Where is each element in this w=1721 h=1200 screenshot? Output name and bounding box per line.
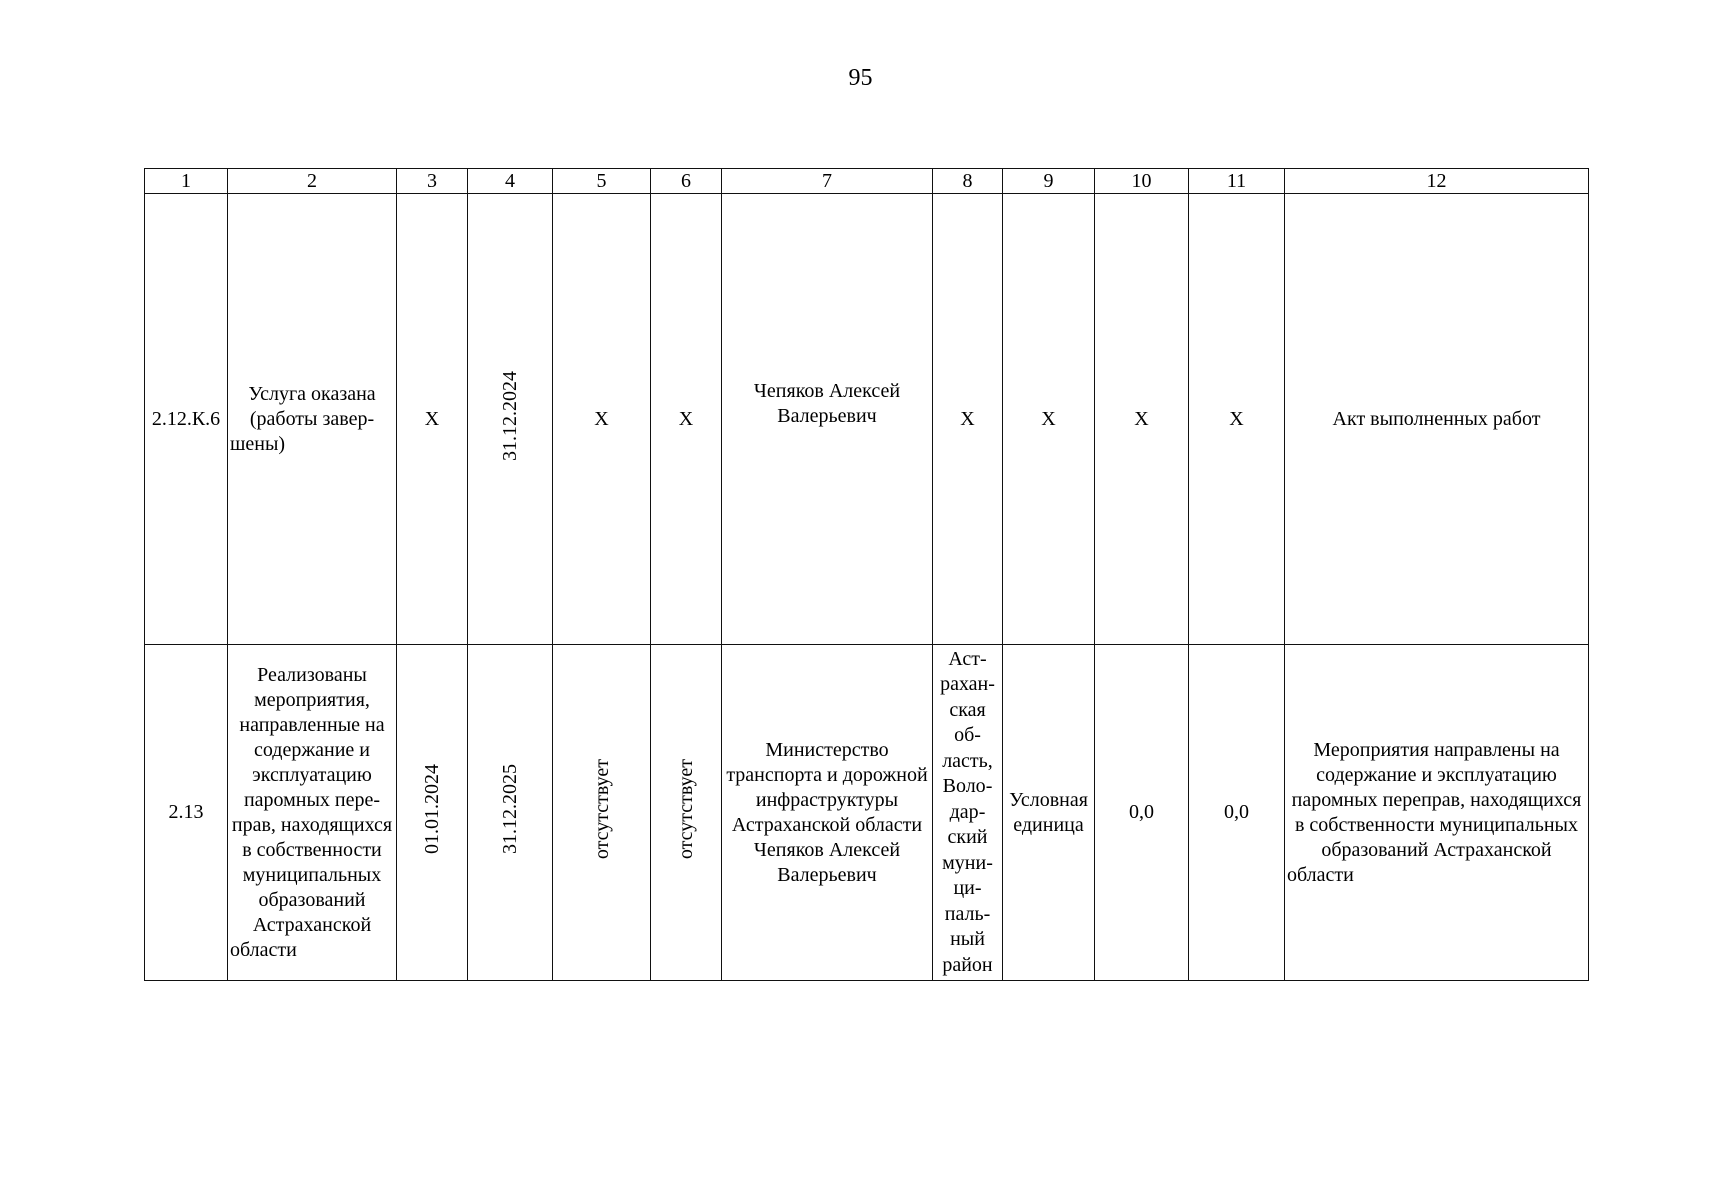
cell-5	[553, 645, 651, 981]
end-date-text: 31.12.2024	[499, 370, 521, 461]
start-date-cell: X	[397, 194, 468, 645]
document-cell: Мероприятия направлены на содержание и эксплуатацию паромных переправ, находящихся в собственности муниципальных образований Астраханской области	[1285, 645, 1589, 981]
start-date-text: 01.01.2024	[421, 764, 443, 854]
header-cell: 6	[651, 169, 722, 194]
table-row	[145, 645, 1589, 981]
table-header-row	[145, 169, 1589, 194]
header-cell: 2	[228, 169, 397, 194]
territory-cell: Астраханская область, Володарский муниципальный район	[933, 645, 1003, 981]
page-number: 95	[848, 65, 873, 91]
data-table	[144, 168, 1589, 981]
result-name-cell: Услуга оказана (работы завершены)	[228, 194, 397, 645]
header-cell: 9	[1003, 169, 1095, 194]
header-cell: 3	[397, 169, 468, 194]
header-cell: 7	[722, 169, 933, 194]
cell-11: X	[1189, 194, 1285, 645]
cell-6: X	[651, 194, 722, 645]
end-date-cell	[468, 645, 553, 981]
header-cell: 8	[933, 169, 1003, 194]
header-cell: 4	[468, 169, 553, 194]
end-date-cell	[468, 194, 553, 645]
row-number-cell: 2.13	[145, 645, 228, 981]
row-number-cell: 2.12.К.6	[145, 194, 228, 645]
table-row	[145, 194, 1589, 645]
start-date-cell	[397, 645, 468, 981]
header-cell: 1	[145, 169, 228, 194]
cell-6	[651, 645, 722, 981]
cell-8: X	[933, 194, 1003, 645]
cell-9: X	[1003, 194, 1095, 645]
responsible-cell: Министерство транспорта и дорожной инфраструктуры Астраханской области Чепяков Алексей Валерьевич	[722, 645, 933, 981]
value-cell: 0,0	[1095, 645, 1189, 981]
end-date-text: 31.12.2025	[499, 764, 521, 854]
cell-5-text: отсутствует	[590, 758, 613, 860]
value-cell: 0,0	[1189, 645, 1285, 981]
header-cell: 5	[553, 169, 651, 194]
header-cell: 10	[1095, 169, 1189, 194]
document-cell: Акт выполненных работ	[1285, 194, 1589, 645]
responsible-cell: Чепяков Алексей Валерьевич	[722, 194, 933, 645]
result-name-cell: Реализованы мероприятия, направленные на содержание и эксплуатацию паромных переправ, находящихся в собственности муниципальных образований Астраханской области	[228, 645, 397, 981]
cell-10: X	[1095, 194, 1189, 645]
cell-5: X	[553, 194, 651, 645]
unit-cell: Условная единица	[1003, 645, 1095, 981]
cell-6-text: отсутствует	[675, 758, 697, 860]
header-cell: 11	[1189, 169, 1285, 194]
header-cell: 12	[1285, 169, 1589, 194]
